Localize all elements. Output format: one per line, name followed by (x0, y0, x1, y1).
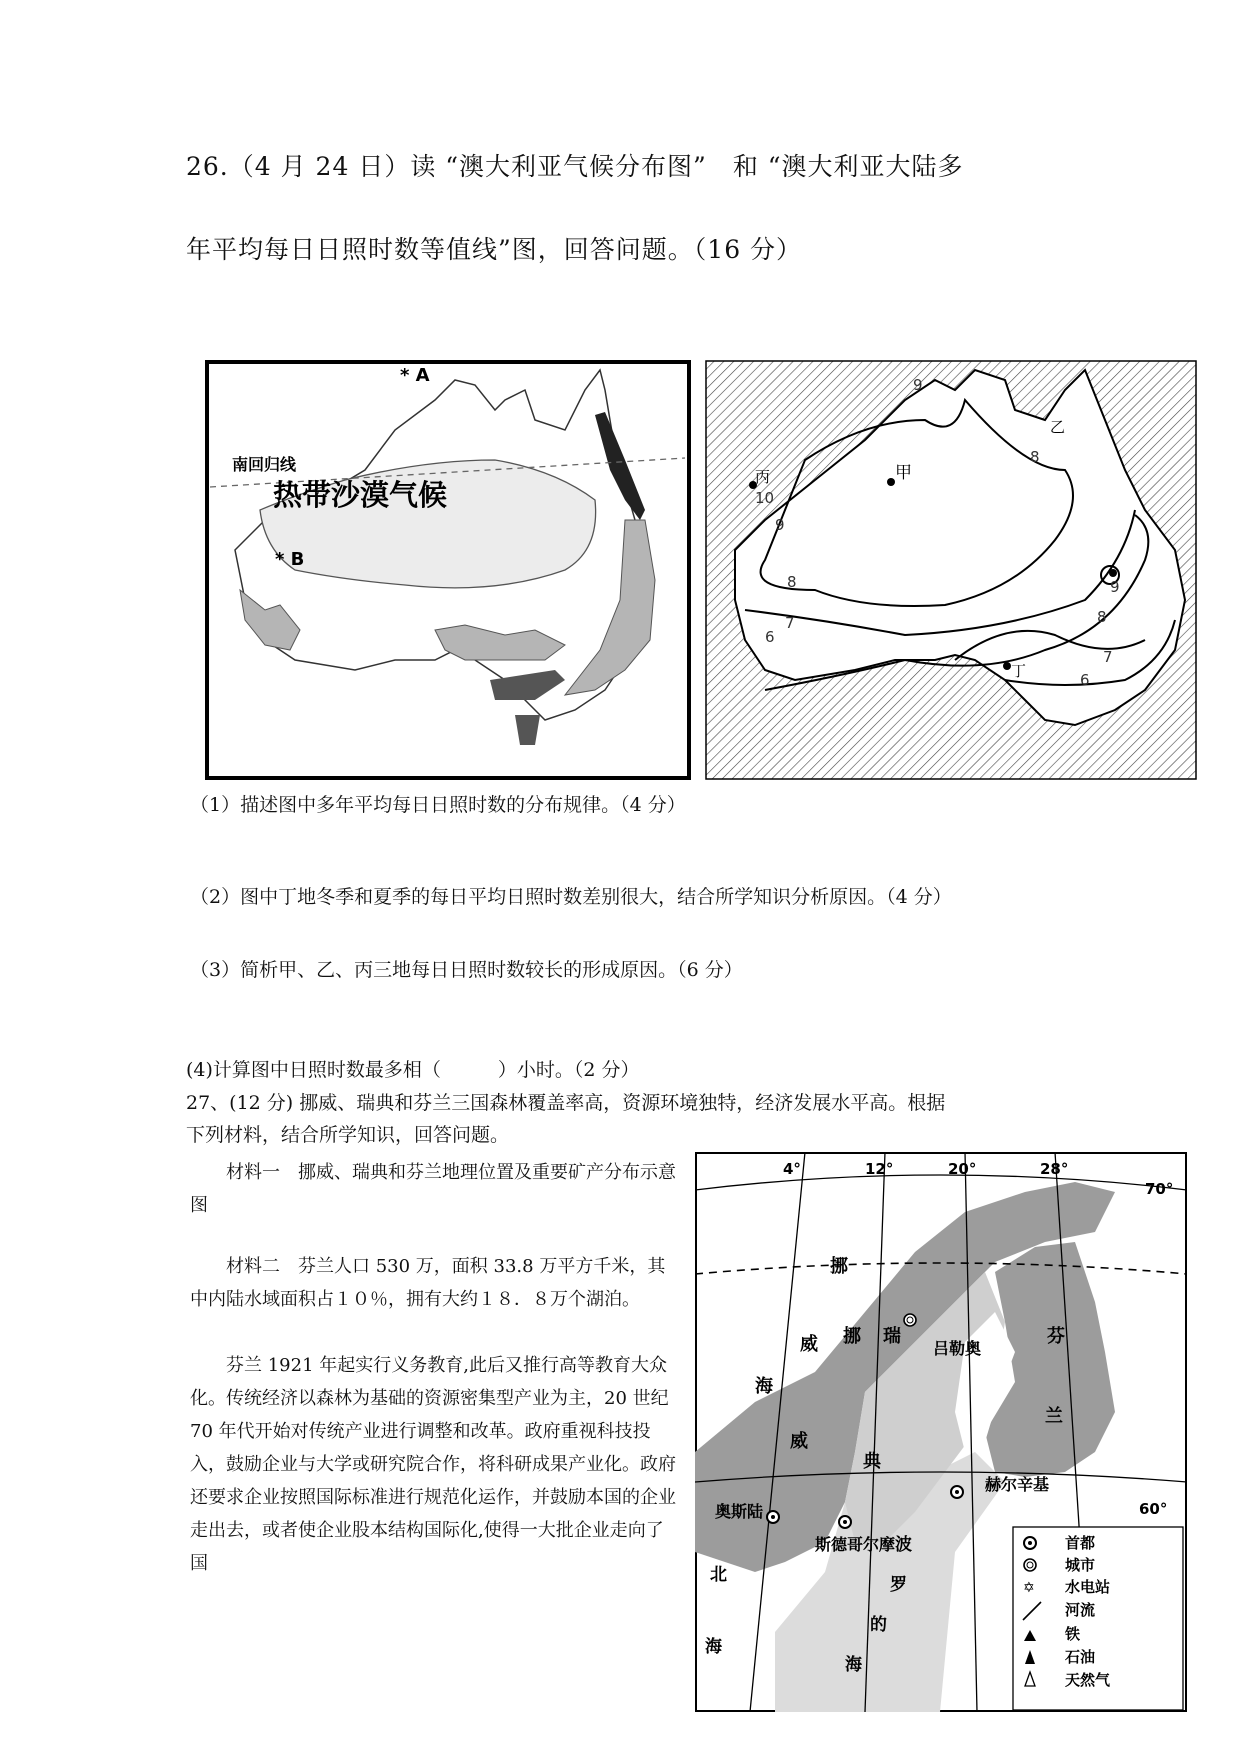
iso-label: 6 (765, 628, 775, 646)
longitude-label: 28° (1040, 1160, 1069, 1178)
iso-label: 6 (1080, 671, 1090, 689)
point-b-label: * B (275, 549, 305, 570)
helsinki-label: 赫尔辛基 (985, 1475, 1050, 1494)
tropic-label: 南回归线 (232, 455, 297, 474)
place-jia-dot (887, 478, 895, 486)
baltic-label: 的 (870, 1615, 887, 1635)
q27-line2: 下列材料，结合所学知识，回答问题。 (186, 1124, 510, 1146)
iso-label: 9 (775, 516, 785, 534)
stockholm-label: 斯德哥尔摩 (815, 1535, 896, 1554)
question-3: （3）简析甲、乙、丙三地每日日照时数较长的形成原因。（6 分） (190, 959, 743, 981)
north-sea-label: 北 (710, 1565, 727, 1585)
legend-city: 城市 (1065, 1556, 1096, 1574)
point-a-label: * A (400, 364, 430, 386)
iso-label: 7 (1103, 648, 1113, 666)
material-2: 材料二 芬兰人口 530 万，面积 33.8 万平方千米，其中内陆水域面积占１０％，拥有大约１８．８万个湖泊。 (190, 1256, 666, 1310)
legend-river: 河流 (1065, 1601, 1096, 1619)
question-2: （2）图中丁地冬季和夏季的每日平均日照时数差别很大，结合所学知识分析原因。（4 分） (190, 886, 952, 908)
place-jia: 甲 (895, 463, 912, 483)
iso-label: 10 (755, 489, 775, 507)
place-bing: 丙 (755, 468, 771, 486)
legend-oil: 石油 (1065, 1648, 1096, 1666)
longitude-label: 4° (783, 1160, 801, 1178)
finland-label: 兰 (1045, 1406, 1063, 1427)
sunshine-isoline-map (705, 360, 1197, 780)
q27-line1: 27、(12 分) 挪威、瑞典和芬兰三国森林覆盖率高，资源环境独特，经济发展水平高。根据 (186, 1092, 946, 1114)
norway-sea-label: 威 (800, 1334, 818, 1355)
latitude-label: 60° (1139, 1500, 1168, 1518)
norway-sea-label: 挪 (830, 1256, 848, 1277)
baltic-label: 罗 (890, 1575, 907, 1595)
q26-line2: 年平均每日日照时数等值线”图，回答问题。（16 分） (186, 235, 803, 264)
australia-climate-map (205, 360, 691, 780)
q26-line1: 26.（4 月 24 日）读 “澳大利亚气候分布图” 和 “澳大利亚大陆多 (186, 152, 964, 181)
legend-hydro: 水电站 (1065, 1578, 1111, 1596)
iso-label: 9 (913, 376, 923, 394)
norway-sea-label: 海 (755, 1376, 773, 1397)
baltic-label: 海 (845, 1655, 862, 1675)
place-yi: 乙 (1050, 418, 1066, 436)
longitude-label: 20° (948, 1160, 977, 1178)
norway-label: 威 (790, 1431, 808, 1452)
iso-label: 8 (787, 573, 797, 591)
material-2-continued: 芬兰 1921 年起实行义务教育,此后又推行高等教育大众化。传统经济以森林为基础的资源密集型产业为主，20 世纪 70 年代开始对传统产业进行调整和改革。政府重视科技投入，鼓励企业与大学或研究院合作，将科研成果产业化。政府还要求企业按照国际标准进行规范化运作，并鼓励本国的企业走出去，或者使企业股本结构国际化,使得一大批企业走向了国 (190, 1355, 676, 1574)
climate-label: 热带沙漠气候 (273, 478, 448, 512)
latitude-label: 70° (1145, 1180, 1174, 1198)
longitude-label: 12° (865, 1160, 894, 1178)
baltic-label: 波 (895, 1535, 912, 1555)
material-1: 材料一 挪威、瑞典和芬兰地理位置及重要矿产分布示意图 (190, 1162, 676, 1216)
legend-capital: 首都 (1065, 1534, 1096, 1552)
iso-label: 7 (785, 614, 795, 632)
north-sea-label: 海 (705, 1637, 722, 1657)
iso-label: 8 (1030, 448, 1040, 466)
place-ding-dot (1003, 662, 1011, 670)
sweden-label: 典 (863, 1451, 881, 1472)
finland-label: 芬 (1047, 1326, 1065, 1347)
lulea-label: 吕勒奥 (933, 1339, 982, 1358)
hydro-icon: ✡ (1023, 1580, 1035, 1596)
question-4: (4)计算图中日照时数最多相（ ）小时。（2 分） (186, 1059, 640, 1081)
place-ding: 丁 (1011, 662, 1027, 680)
norway-label: 挪 (843, 1326, 861, 1347)
iso-label: 8 (1097, 608, 1107, 626)
iso-label: 9 (1110, 578, 1120, 596)
legend-iron: 铁 (1065, 1625, 1081, 1643)
oslo-label: 奥斯陆 (715, 1502, 764, 1521)
nordic-map (695, 1152, 1187, 1712)
place-yi-dot (1109, 569, 1117, 577)
sweden-label: 瑞 (883, 1326, 901, 1347)
legend-gas: 天然气 (1065, 1671, 1111, 1689)
question-1: （1）描述图中多年平均每日日照时数的分布规律。（4 分） (190, 794, 686, 816)
